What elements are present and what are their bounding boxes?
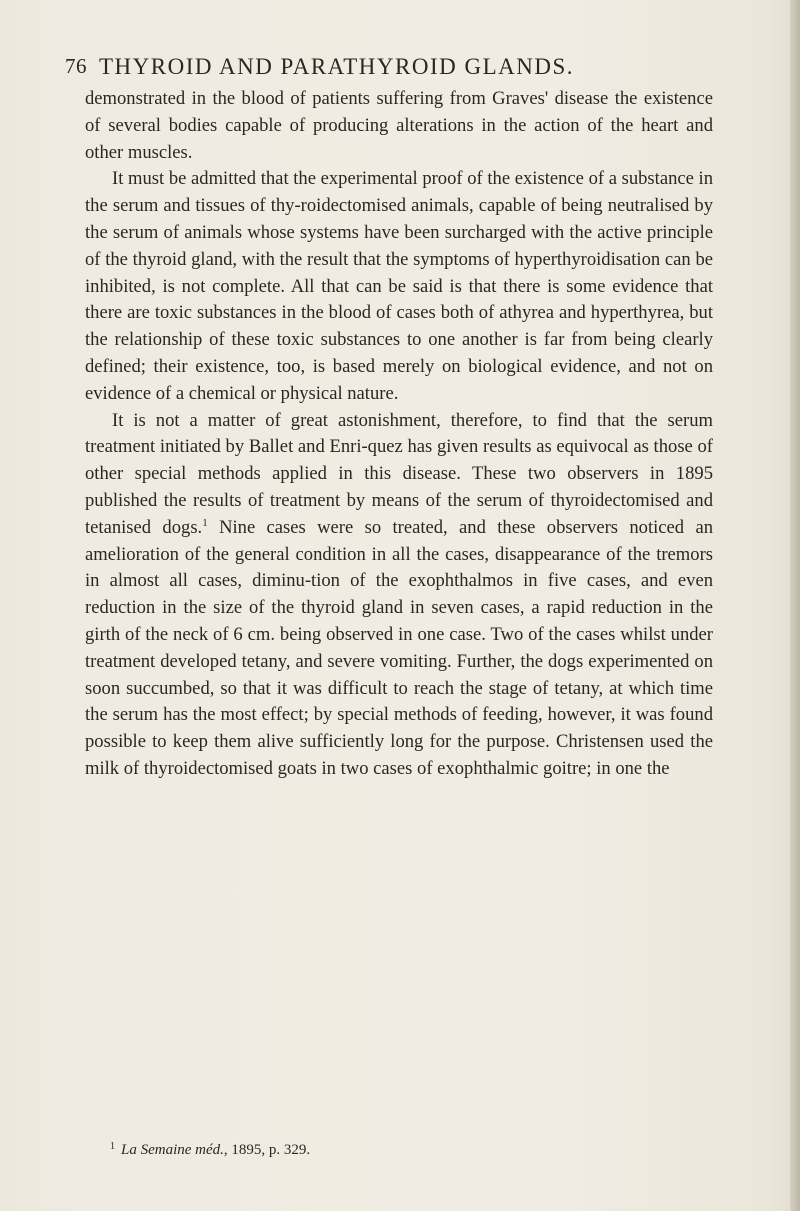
footnote-journal: La Semaine méd.: [121, 1142, 224, 1158]
page-spine-edge: [790, 0, 800, 1211]
running-head: [65, 54, 705, 84]
paragraph-1: demonstrated in the blood of patients suffering from Graves' disease the existence of several bodies capable of producing alterations in the action of the heart and other muscles.: [85, 88, 713, 163]
running-title: THYROID AND PARATHYROID GLANDS.: [99, 54, 575, 79]
page-number: 76: [65, 54, 87, 78]
paragraph-3-part-2: Nine cases were so treated, and these observers noticed an amelioration of the general condition in all the cases, disappearance of the tremors in almost all cases, diminu-tion of the exophthalmos in five cases, and even reduction in the size of the thyroid gland in seven cases, a rapid reduction in the girth of the neck of 6 cm. being observed in one case. Two of the cases whilst under treatment developed tetany, and severe vomiting. Further, the dogs experimented on soon succumbed, so that it was difficult to reach the stage of tetany, at which time the serum has the most effect; by special methods of feeding, however, it was found possible to keep them alive sufficiently long for the purpose. Christensen used the milk of thyroidectomised goats in two cases of exophthalmic goitre; in one the: [85, 516, 714, 779]
footnote-citation: , 1895, p. 329.: [223, 1142, 311, 1158]
footnote-mark: 1: [110, 1141, 115, 1152]
body-text: [85, 86, 713, 783]
paragraph-3-part-1: It is not a matter of great astonishment, therefore, to find that the serum treatment initiated by Ballet and Enri-quez has given results as equivocal as those of other special methods applied in this disease. These two observers in 1895 published the results of treatment by means of the serum of thyroidectomised and tetanised dogs.: [85, 409, 713, 538]
footnote: [110, 1137, 670, 1160]
paragraph-3: [85, 408, 713, 783]
paragraph-2: It must be admitted that the experimental proof of the existence of a substance in the serum and tissues of thy-roidectomised animals, capable of being neutralised by the serum of animals whose systems have been surcharged with the active principle of the thyroid gland, with the result that the symptoms of hyperthyroidisation can be inhibited, is not complete. All that can be said is that there is some evidence that there are toxic substances in the blood of cases both of athyrea and hyperthyrea, but the relationship of these toxic substances to one another is far from being clearly defined; their existence, too, is based merely on biological evidence, and not on evidence of a chemical or physical nature.: [85, 168, 714, 404]
footnote-reference: 1: [202, 516, 208, 529]
